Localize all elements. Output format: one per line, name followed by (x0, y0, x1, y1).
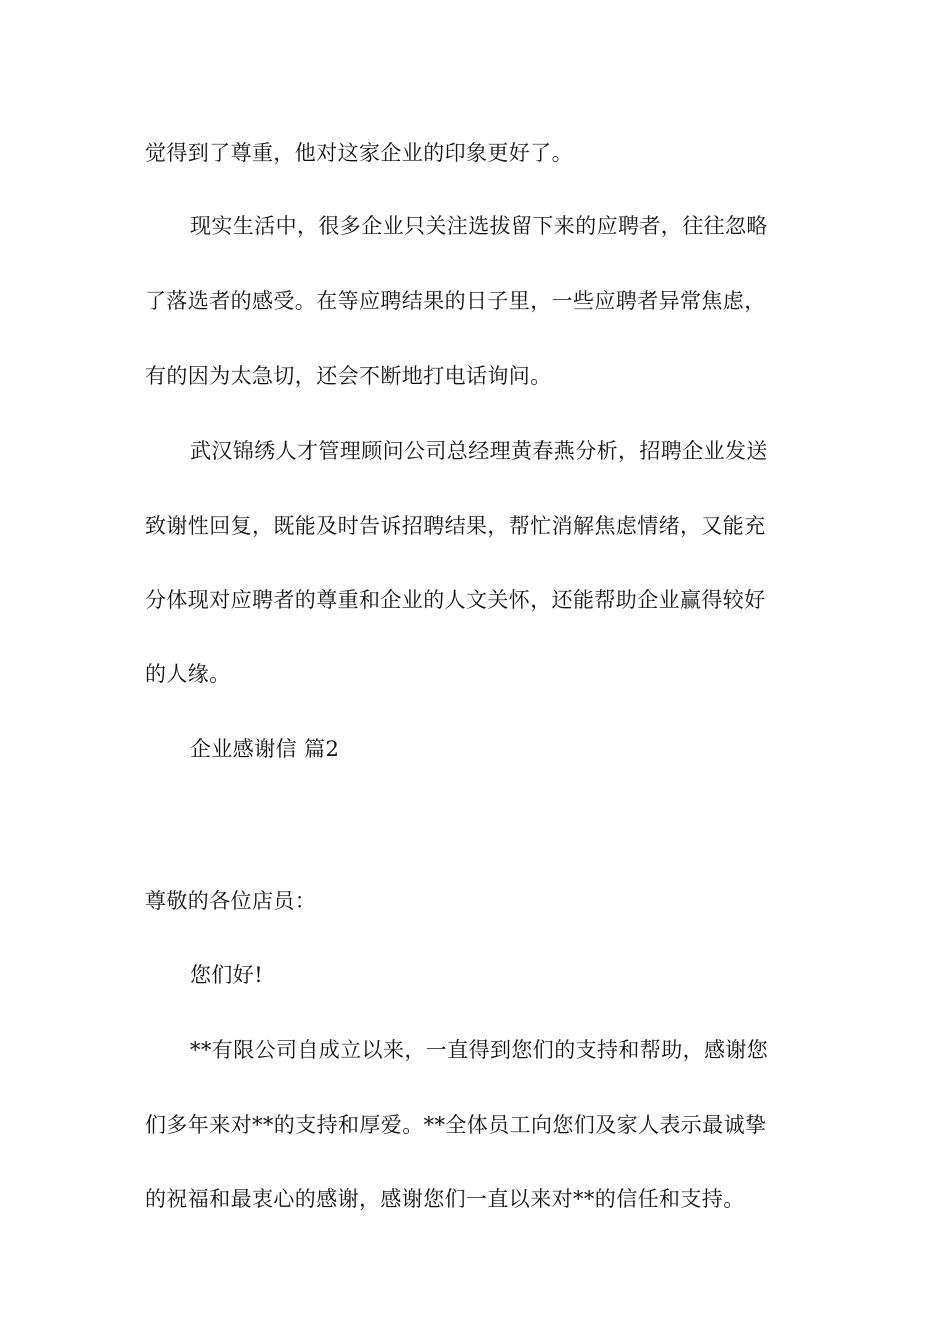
paragraph-start: 现实生活中，很多企业只关注选拔留下来的应聘者，往往忽略 (190, 214, 768, 238)
text-line: 有的因为太急切，还会不断地打电话询问。 (145, 364, 552, 388)
paragraph-start: **有限公司自成立以来，一直得到您们的支持和帮助，感谢您 (190, 1038, 769, 1062)
text-line: 了落选者的感受。在等应聘结果的日子里，一些应聘者异常焦虑， (145, 289, 766, 313)
text-line: 致谢性回复，既能及时告诉招聘结果，帮忙消解焦虑情绪，又能充 (145, 514, 766, 538)
salutation: 尊敬的各位店员： (145, 889, 317, 913)
text-line: 分体现对应聘者的尊重和企业的人文关怀，还能帮助企业赢得较好 (145, 588, 766, 612)
paragraph-start: 武汉锦绣人才管理顾问公司总经理黄春燕分析，招聘企业发送 (190, 439, 768, 463)
section-heading: 企业感谢信 篇2 (190, 737, 340, 761)
text-line: 觉得到了尊重，他对这家企业的印象更好了。 (145, 141, 573, 165)
text-line: 的祝福和最衷心的感谢，感谢您们一直以来对**的信任和支持。 (145, 1187, 745, 1211)
text-line: 的人缘。 (145, 662, 231, 686)
greeting: 您们好! (190, 963, 264, 987)
text-line: 们多年来对**的支持和厚爱。**全体员工向您们及家人表示最诚挚 (145, 1113, 767, 1137)
